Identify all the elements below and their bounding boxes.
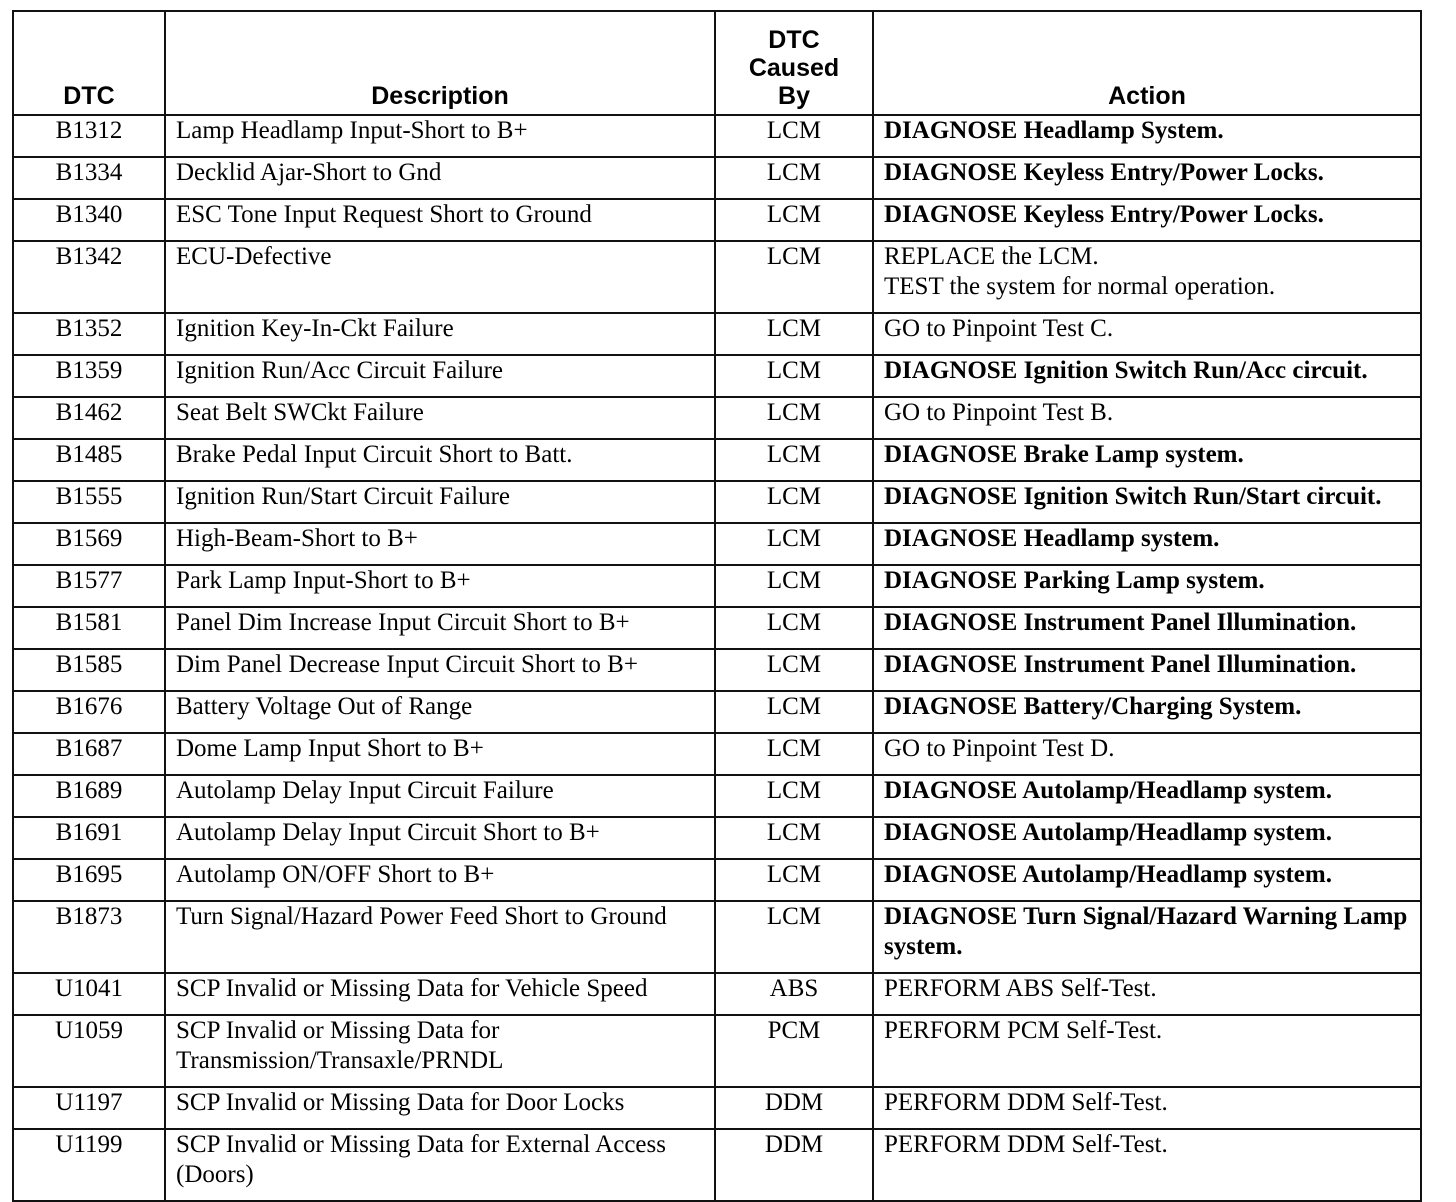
dtc-action [873, 1087, 1421, 1129]
dtc-action [873, 199, 1421, 241]
dtc-description: Autolamp ON/OFF Short to B+ [165, 859, 715, 901]
dtc-code: B1312 [13, 115, 165, 157]
action-line: DIAGNOSE Instrument Panel Illumination. [884, 651, 1357, 678]
dtc-description: Ignition Run/Start Circuit Failure [165, 481, 715, 523]
table-row [13, 241, 1421, 313]
dtc-code: U1197 [13, 1087, 165, 1129]
action-line-2: TEST the system for normal operation. [884, 273, 1276, 300]
header-caused-by: DTC Caused By [715, 11, 873, 115]
dtc-action [873, 901, 1421, 973]
dtc-code: B1352 [13, 313, 165, 355]
dtc-description: SCP Invalid or Missing Data for External Access (Doors) [165, 1129, 715, 1201]
dtc-description: Autolamp Delay Input Circuit Short to B+ [165, 817, 715, 859]
table-row [13, 1129, 1421, 1201]
dtc-description: SCP Invalid or Missing Data for Transmission/Transaxle/PRNDL [165, 1015, 715, 1087]
dtc-code: B1687 [13, 733, 165, 775]
action-line: DIAGNOSE Brake Lamp system. [884, 441, 1244, 468]
dtc-action [873, 241, 1421, 313]
dtc-caused-by: LCM [715, 607, 873, 649]
action-line: PERFORM DDM Self-Test. [884, 1131, 1168, 1158]
dtc-code: B1689 [13, 775, 165, 817]
dtc-code: B1577 [13, 565, 165, 607]
dtc-caused-by: LCM [715, 355, 873, 397]
dtc-code: B1342 [13, 241, 165, 313]
dtc-caused-by: LCM [715, 691, 873, 733]
dtc-description: Dome Lamp Input Short to B+ [165, 733, 715, 775]
table-row [13, 775, 1421, 817]
dtc-caused-by: PCM [715, 1015, 873, 1087]
dtc-caused-by: LCM [715, 649, 873, 691]
action-line: DIAGNOSE Turn Signal/Hazard Warning Lamp system. [884, 903, 1408, 960]
table-body [13, 115, 1421, 1201]
dtc-description: Autolamp Delay Input Circuit Failure [165, 775, 715, 817]
action-line: DIAGNOSE Autolamp/Headlamp system. [884, 861, 1332, 888]
dtc-code: B1569 [13, 523, 165, 565]
dtc-code: B1585 [13, 649, 165, 691]
dtc-caused-by: LCM [715, 775, 873, 817]
dtc-caused-by: LCM [715, 157, 873, 199]
dtc-description: Panel Dim Increase Input Circuit Short to B+ [165, 607, 715, 649]
dtc-code: B1691 [13, 817, 165, 859]
action-line: DIAGNOSE Ignition Switch Run/Start circuit. [884, 483, 1382, 510]
dtc-description: Ignition Key-In-Ckt Failure [165, 313, 715, 355]
header-dtc: DTC [13, 11, 165, 115]
table-row [13, 607, 1421, 649]
action-line: DIAGNOSE Autolamp/Headlamp system. [884, 777, 1332, 804]
action-line: GO to Pinpoint Test B. [884, 399, 1114, 426]
dtc-caused-by: LCM [715, 523, 873, 565]
dtc-caused-by: LCM [715, 733, 873, 775]
dtc-caused-by: DDM [715, 1087, 873, 1129]
action-line: PERFORM DDM Self-Test. [884, 1089, 1168, 1116]
dtc-description: SCP Invalid or Missing Data for Door Locks [165, 1087, 715, 1129]
dtc-code: B1485 [13, 439, 165, 481]
table-row [13, 157, 1421, 199]
action-line: DIAGNOSE Autolamp/Headlamp system. [884, 819, 1332, 846]
table-row [13, 199, 1421, 241]
dtc-action [873, 817, 1421, 859]
header-row [13, 11, 1421, 115]
table-row [13, 973, 1421, 1015]
action-line: DIAGNOSE Ignition Switch Run/Acc circuit. [884, 357, 1368, 384]
dtc-code: B1359 [13, 355, 165, 397]
dtc-code: U1199 [13, 1129, 165, 1201]
dtc-action [873, 481, 1421, 523]
dtc-action [873, 859, 1421, 901]
dtc-action [873, 397, 1421, 439]
dtc-caused-by: LCM [715, 817, 873, 859]
dtc-caused-by: LCM [715, 901, 873, 973]
dtc-action [873, 565, 1421, 607]
action-line: REPLACE the LCM. [884, 243, 1099, 270]
dtc-caused-by: LCM [715, 439, 873, 481]
dtc-action [873, 1129, 1421, 1201]
dtc-action [873, 1015, 1421, 1087]
dtc-description: Dim Panel Decrease Input Circuit Short to B+ [165, 649, 715, 691]
dtc-code: B1695 [13, 859, 165, 901]
dtc-description: SCP Invalid or Missing Data for Vehicle Speed [165, 973, 715, 1015]
action-line: DIAGNOSE Instrument Panel Illumination. [884, 609, 1357, 636]
dtc-code: B1555 [13, 481, 165, 523]
table-row [13, 691, 1421, 733]
dtc-action [873, 973, 1421, 1015]
dtc-action [873, 439, 1421, 481]
dtc-caused-by: LCM [715, 859, 873, 901]
action-line: GO to Pinpoint Test C. [884, 315, 1114, 342]
table-row [13, 115, 1421, 157]
dtc-description: Decklid Ajar-Short to Gnd [165, 157, 715, 199]
dtc-caused-by: LCM [715, 199, 873, 241]
dtc-action [873, 775, 1421, 817]
dtc-description: ESC Tone Input Request Short to Ground [165, 199, 715, 241]
action-line: DIAGNOSE Headlamp system. [884, 525, 1220, 552]
table-row [13, 649, 1421, 691]
dtc-description: Park Lamp Input-Short to B+ [165, 565, 715, 607]
dtc-code: U1041 [13, 973, 165, 1015]
dtc-caused-by: ABS [715, 973, 873, 1015]
dtc-code: B1581 [13, 607, 165, 649]
dtc-action [873, 691, 1421, 733]
dtc-description: Brake Pedal Input Circuit Short to Batt. [165, 439, 715, 481]
dtc-description: Ignition Run/Acc Circuit Failure [165, 355, 715, 397]
table-row [13, 565, 1421, 607]
header-description: Description [165, 11, 715, 115]
table-row [13, 733, 1421, 775]
action-line: DIAGNOSE Parking Lamp system. [884, 567, 1265, 594]
dtc-caused-by: LCM [715, 481, 873, 523]
dtc-action [873, 157, 1421, 199]
dtc-description: ECU-Defective [165, 241, 715, 313]
dtc-action [873, 733, 1421, 775]
table-row [13, 355, 1421, 397]
action-line: DIAGNOSE Battery/Charging System. [884, 693, 1302, 720]
table-row [13, 481, 1421, 523]
dtc-code: B1334 [13, 157, 165, 199]
dtc-action [873, 355, 1421, 397]
action-line: GO to Pinpoint Test D. [884, 735, 1115, 762]
table-row [13, 901, 1421, 973]
table-row [13, 523, 1421, 565]
table-row [13, 1015, 1421, 1087]
dtc-caused-by: LCM [715, 313, 873, 355]
header-action: Action [873, 11, 1421, 115]
action-line: PERFORM PCM Self-Test. [884, 1017, 1163, 1044]
action-line: DIAGNOSE Keyless Entry/Power Locks. [884, 201, 1324, 228]
dtc-table [12, 10, 1422, 1202]
dtc-caused-by: LCM [715, 397, 873, 439]
dtc-description: High-Beam-Short to B+ [165, 523, 715, 565]
table-row [13, 1087, 1421, 1129]
action-line: PERFORM ABS Self-Test. [884, 975, 1157, 1002]
dtc-code: B1340 [13, 199, 165, 241]
dtc-action [873, 607, 1421, 649]
dtc-code: B1462 [13, 397, 165, 439]
dtc-action [873, 115, 1421, 157]
dtc-action [873, 523, 1421, 565]
dtc-code: B1676 [13, 691, 165, 733]
table-row [13, 817, 1421, 859]
dtc-caused-by: DDM [715, 1129, 873, 1201]
dtc-description: Seat Belt SWCkt Failure [165, 397, 715, 439]
action-line: DIAGNOSE Headlamp System. [884, 117, 1224, 144]
table-row [13, 439, 1421, 481]
dtc-code: B1873 [13, 901, 165, 973]
table-row [13, 313, 1421, 355]
dtc-caused-by: LCM [715, 241, 873, 313]
dtc-action [873, 649, 1421, 691]
action-line: DIAGNOSE Keyless Entry/Power Locks. [884, 159, 1324, 186]
dtc-description: Battery Voltage Out of Range [165, 691, 715, 733]
dtc-caused-by: LCM [715, 115, 873, 157]
dtc-code: U1059 [13, 1015, 165, 1087]
dtc-action [873, 313, 1421, 355]
dtc-caused-by: LCM [715, 565, 873, 607]
dtc-description: Lamp Headlamp Input-Short to B+ [165, 115, 715, 157]
table-row [13, 859, 1421, 901]
table-row [13, 397, 1421, 439]
dtc-description: Turn Signal/Hazard Power Feed Short to Ground [165, 901, 715, 973]
